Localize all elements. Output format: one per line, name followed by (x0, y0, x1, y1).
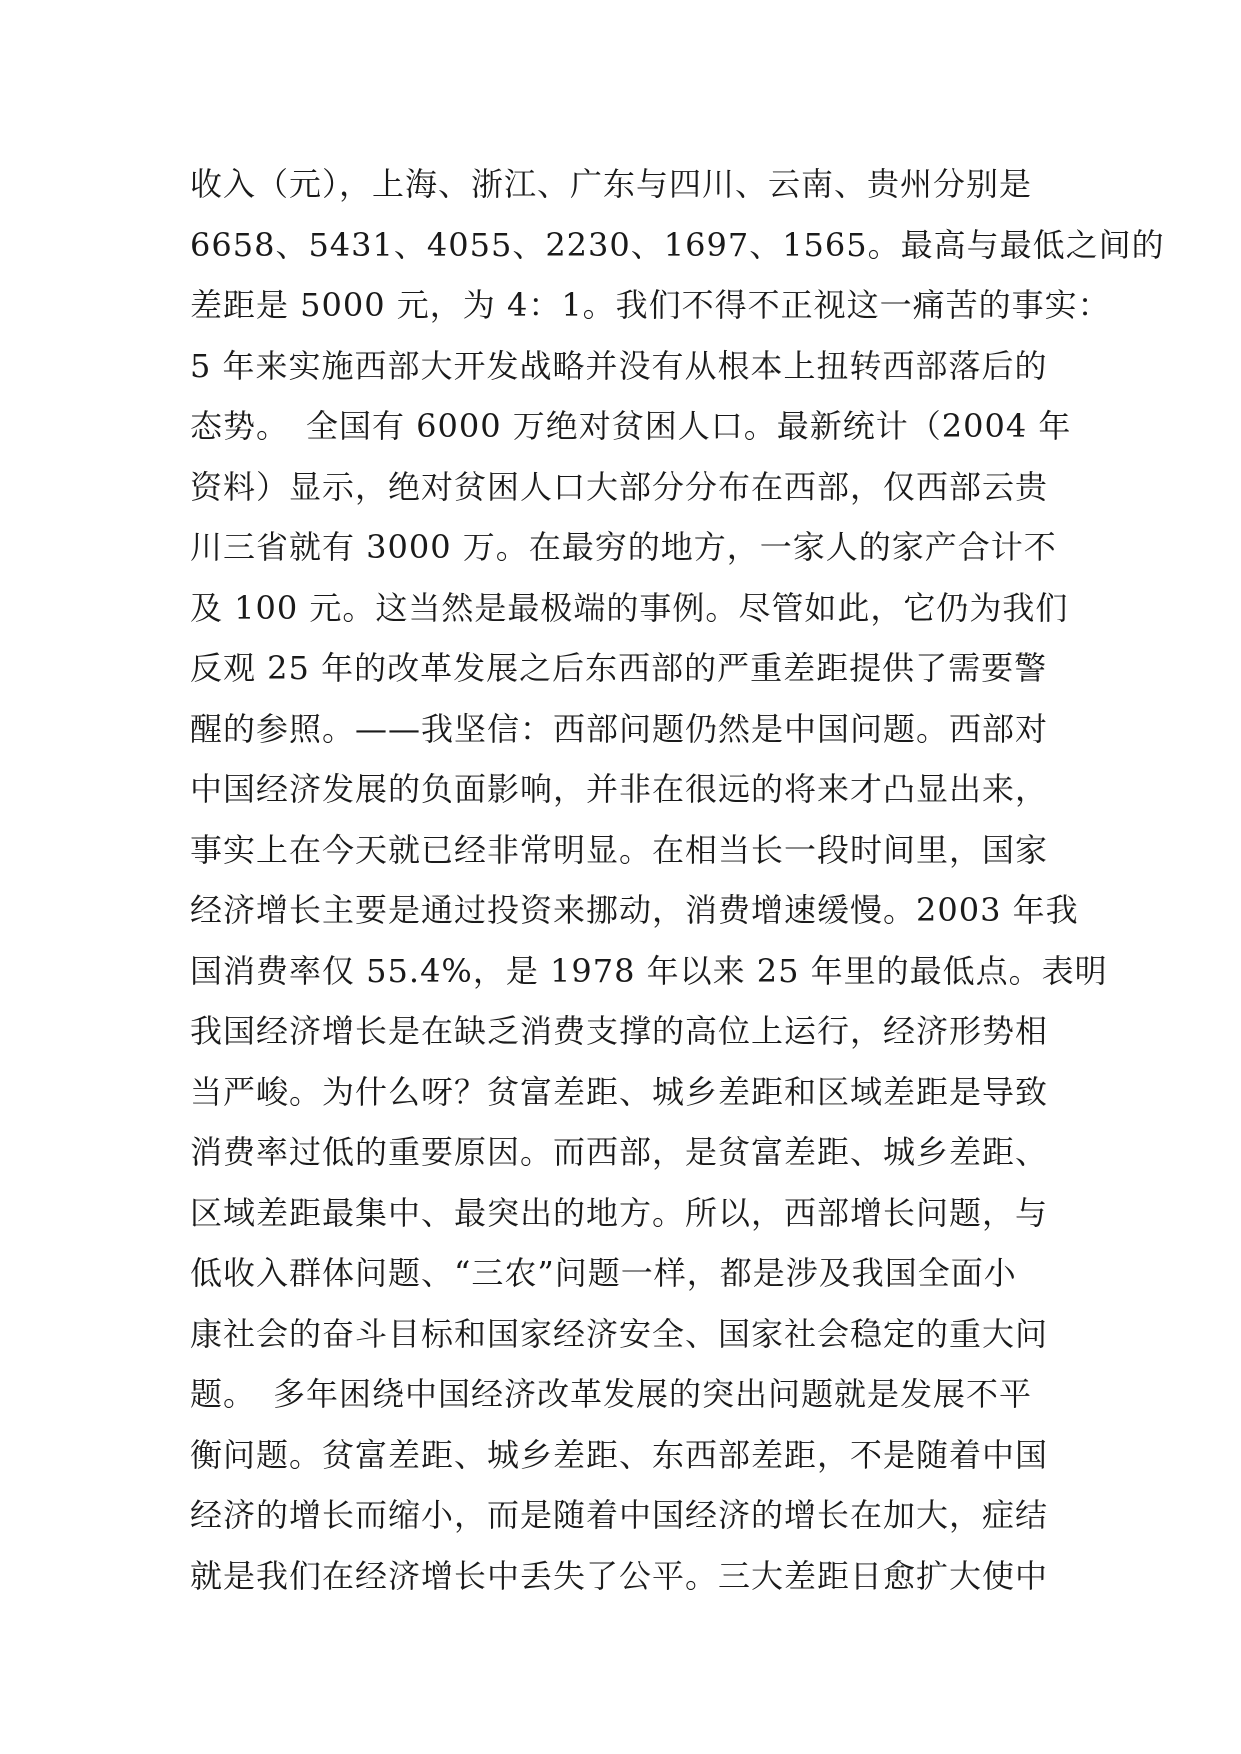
text-line: 康社会的奋斗目标和国家经济安全、国家社会稳定的重大问 (190, 1314, 1049, 1353)
text-line: 资料）显示，绝对贫困人口大部分分布在西部，仅西部云贵 (190, 467, 1049, 506)
body-text (190, 154, 1165, 1606)
text-line: 国消费率仅 55.4%，是 1978 年以来 25 年里的最低点。表明 (190, 951, 1108, 990)
text-line: 差距是 5000 元，为 4：1。我们不得不正视这一痛苦的事实： (190, 286, 1111, 324)
text-line: 中国经济发展的负面影响，并非在很远的将来才凸显出来， (190, 770, 1049, 808)
text-line: 经济的增长而缩小，而是随着中国经济的增长在加大，症结 (190, 1496, 1049, 1534)
text-line: 经济增长主要是通过投资来挪动，消费增速缓慢。2003 年我 (190, 891, 1079, 929)
text-line: 收入（元），上海、浙江、广东与四川、云南、贵州分别是 (190, 165, 1033, 203)
text-line: 6658、5431、4055、2230、1697、1565。最高与最低之间的 (190, 225, 1165, 264)
text-line: 反观 25 年的改革发展之后东西部的严重差距提供了需要警 (190, 649, 1048, 687)
text-line: 衡问题。贫富差距、城乡差距、东西部差距，不是随着中国 (190, 1435, 1049, 1474)
text-line: 就是我们在经济增长中丢失了公平。三大差距日愈扩大使中 (190, 1556, 1049, 1595)
text-line: 低收入群体问题、“三农”问题一样，都是涉及我国全面小 (190, 1254, 1017, 1292)
text-line: 及 100 元。这当然是最极端的事例。尽管如此，它仍为我们 (190, 588, 1069, 627)
text-line: 当严峻。为什么呀？贫富差距、城乡差距和区域差距是导致 (190, 1072, 1049, 1111)
text-line: 事实上在今天就已经非常明显。在相当长一段时间里，国家 (190, 830, 1049, 869)
text-line: 醒的参照。——我坚信：西部问题仍然是中国问题。西部对 (190, 709, 1049, 748)
text-line: 消费率过低的重要原因。而西部，是贫富差距、城乡差距、 (190, 1133, 1049, 1171)
text-line: 川三省就有 3000 万。在最穷的地方，一家人的家产合计不 (190, 528, 1057, 566)
text-line: 题。 多年困绕中国经济改革发展的突出问题就是发展不平 (190, 1375, 1033, 1413)
text-line: 5 年来实施西部大开发战略并没有从根本上扭转西部落后的 (190, 346, 1048, 385)
text-line: 我国经济增长是在缺乏消费支撑的高位上运行，经济形势相 (190, 1012, 1049, 1050)
text-line: 区域差距最集中、最突出的地方。所以，西部增长问题，与 (190, 1193, 1049, 1232)
text-line: 态势。 全国有 6000 万绝对贫困人口。最新统计（2004 年 (190, 407, 1072, 445)
